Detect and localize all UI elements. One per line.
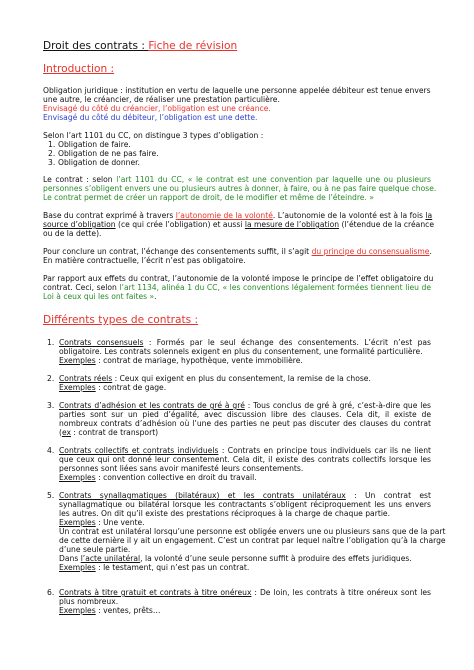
contrats-collectifs: Contrats collectifs et contrats individuels xyxy=(59,446,219,455)
item-6-example-label: Exemples xyxy=(59,606,96,615)
introduction-heading: Introduction : xyxy=(43,63,115,75)
contrat-line-2: personnes s’obligent envers une ou plusieurs autres à donner, à faire, ou à ne pas faire quelque chose. xyxy=(43,184,437,193)
acte-unilateral: l’acte unilatéral xyxy=(80,554,141,563)
item-5-example-label: Exemples xyxy=(59,518,96,527)
item-4-example xyxy=(59,473,257,482)
title-main: Droit des contrats : xyxy=(43,40,149,52)
document-title xyxy=(43,40,237,53)
base-line-3: ou de la dette). xyxy=(43,229,102,238)
item-3-paren: ( xyxy=(59,428,62,437)
item-5-example-text: : Une vente. xyxy=(95,518,145,527)
types-intro-line: Selon l’art 1101 du CC, on distingue 3 types d’obligation : xyxy=(43,131,264,140)
item-3-example-text: : contrat de transport) xyxy=(71,428,159,437)
contrats-adhesion: Contrats d’adhésion et les contrats de gré à gré xyxy=(59,401,245,410)
contrat-line-1 xyxy=(43,175,431,184)
item-5-line-3: les autres. On dit qu’il existe des prestations réciproques à la charge de chaque partie. xyxy=(59,509,391,518)
item-2-rest: : Ceux qui exigent en plus du consentement, la remise de la chose. xyxy=(112,374,371,383)
item-5-line-7: d’une seule partie. xyxy=(59,545,131,554)
item-6-line-1 xyxy=(59,588,431,597)
base-text-c: . L’autonomie de la volonté est à la fois xyxy=(272,211,426,220)
rapport-text-f: . xyxy=(154,292,157,301)
item-5-line-5: Un contrat est unilatéral lorsqu’une personne est obligée envers une ou plusieurs sans que de la part xyxy=(59,527,446,536)
item-4-rest: : Contrats en principe tous individuels car ils ne lient xyxy=(218,446,431,455)
item-2-example-text: : contrat de gage. xyxy=(95,383,167,392)
item-1-example xyxy=(59,356,303,365)
article-1134: l’art 1134, alinéa 1 du CC xyxy=(119,283,218,292)
item-5-line-2: synallagmatique ou bilatéral lorsque les contractants s’obligent réciproquement les uns envers xyxy=(59,500,431,509)
item-4-num: 4. xyxy=(47,446,55,455)
item-5-acte-rest: , la volonté d’une seule personne suffit à produire des effets juridiques. xyxy=(140,554,412,563)
item-5-num: 5. xyxy=(47,491,55,500)
definition-line-2: une autre, le créancier, de réaliser une prestation particulière. xyxy=(43,95,280,104)
item-3-example-label: ex xyxy=(61,428,72,437)
item-1-line-2: obligatoire. Les contrats solennels exigent en plus du consentement, une formalité particulière. xyxy=(59,347,423,356)
title-sub: Fiche de révision xyxy=(148,40,238,52)
item-1-example-label: Exemples xyxy=(59,356,96,365)
item-5-rest: : Un contrat est xyxy=(345,491,431,500)
obligation-num-3: 3. xyxy=(48,158,56,167)
contrats-gratuit-onereux: Contrats à titre gratuit et contrats à titre onéreux xyxy=(59,588,252,597)
item-6-num: 6. xyxy=(47,588,55,597)
obligation-num-1: 1. xyxy=(48,140,56,149)
item-3-num: 3. xyxy=(47,401,55,410)
concl-text-c: . xyxy=(429,247,432,256)
contrats-synallagmatiques: Contrats synallagmatiques (bilatéraux) et les contrats unilatéraux xyxy=(59,491,346,500)
base-text-h: (l’étendue de la créance xyxy=(339,220,434,229)
contrat-label: Le contrat : selon xyxy=(43,175,117,184)
contrat-line-3: Le contrat permet de créer un rapport de droit, de le modifier et même de l’éteindre. » xyxy=(43,193,374,202)
conclure-line-2: En matière contractuelle, l’écrit n’est pas obligatoire. xyxy=(43,256,246,265)
item-2-num: 2. xyxy=(47,374,55,383)
conclure-line-1 xyxy=(43,247,432,256)
item-3-line-2: parties sont sur un pied d’égalité, avec discussion libre des clauses. Cela dit, il existe de xyxy=(59,410,431,419)
base-text-a: Base du contrat exprimé à travers xyxy=(43,211,176,220)
item-6-example xyxy=(59,606,160,615)
item-5-example-2 xyxy=(59,563,249,572)
debiteur-line: Envisagé du côté du débiteur, l’obligation est une dette. xyxy=(43,113,258,122)
item-1-num: 1. xyxy=(47,338,55,347)
contrat-citation-1: l’art 1101 du CC, « le contrat est une convention par laquelle une ou plusieurs xyxy=(116,175,431,184)
item-5-line-1 xyxy=(59,491,431,500)
creancier-line: Envisagé du côté du créancier, l’obligation est une créance. xyxy=(43,104,271,113)
item-3-line-3: nombreux contrats d’adhésion où l’une des parties ne peut pas discuter des clauses du contrat xyxy=(59,419,431,428)
item-5-line-6: de cette dernière il y ait un engagement. C’est un contrat par lequel naître l’obligation qu’à la charge xyxy=(59,536,446,545)
item-4-line-2: que ceux qui ont donné leur consentement. Cela dit, il existe des contrats collectifs lorsque les xyxy=(59,455,431,464)
item-2-line-1 xyxy=(59,374,371,383)
item-5-line-8 xyxy=(59,554,412,563)
item-1-line-1 xyxy=(59,338,431,347)
item-1-example-text: : contrat de mariage, hypothèque, vente immobilière. xyxy=(95,356,303,365)
base-line-2 xyxy=(43,220,434,229)
base-line-1 xyxy=(43,211,431,220)
obligation-num-2: 2. xyxy=(48,149,56,158)
base-text-d: la xyxy=(425,211,433,220)
obligation-type-1: Obligation de faire. xyxy=(58,140,131,149)
item-5-dans: Dans xyxy=(59,554,81,563)
rapport-line-1: Par rapport aux effets du contrat, l’autonomie de la volonté impose le principe de l’effet obligatoire du xyxy=(43,274,434,283)
base-text-f: (ce qui crée l’obligation) et aussi xyxy=(115,220,245,229)
types-heading: Différents types de contrats : xyxy=(43,314,199,326)
item-4-example-label: Exemples xyxy=(59,473,96,482)
contrats-reels: Contrats réels xyxy=(59,374,113,383)
item-5-example xyxy=(59,518,145,527)
item-5-example-2-text: : le testament, qui n’est pas un contrat. xyxy=(95,563,250,572)
consensualisme: du principe du consensualisme xyxy=(311,247,430,256)
rapport-text-e: Loi à ceux qui les ont faites » xyxy=(43,292,155,301)
item-4-example-text: : convention collective en droit du travail. xyxy=(95,473,257,482)
item-4-line-3: personnes sont liées sans avoir manifesté leurs consentements. xyxy=(59,464,304,473)
obligation-type-3: Obligation de donner. xyxy=(58,158,140,167)
item-2-example-label: Exemples xyxy=(59,383,96,392)
obligation-type-2: Obligation de ne pas faire. xyxy=(58,149,159,158)
item-2-example xyxy=(59,383,166,392)
source-obligation: source d’obligation xyxy=(43,220,116,229)
item-3-rest: : Tous conclus de gré à gré, c’est-à-dire que les xyxy=(244,401,431,410)
rapport-line-2 xyxy=(43,283,431,292)
rapport-text-d: , « les conventions légalement formées tiennent lieu de xyxy=(217,283,432,292)
definition-line-1: Obligation juridique : institution en vertu de laquelle une personne appelée débiteur est tenue envers xyxy=(43,86,431,95)
concl-text-a: Pour conclure un contrat, l’échange des consentements suffit, il s’agit xyxy=(43,247,312,256)
rapport-line-3 xyxy=(43,292,157,301)
item-3-line-4 xyxy=(59,428,158,437)
item-6-example-text: : ventes, prêts… xyxy=(95,606,161,615)
item-3-line-1 xyxy=(59,401,431,410)
item-6-rest: : De loin, les contrats à titre onéreux sont les xyxy=(251,588,431,597)
autonomie-volonte: l’autonomie de la volonté xyxy=(175,211,273,220)
mesure-obligation: la mesure de l’obligation xyxy=(244,220,340,229)
rapport-text-b: contrat. Ceci, selon xyxy=(43,283,120,292)
item-1-rest: : Formés par le seul échange des consentements. L’écrit n’est pas xyxy=(143,338,432,347)
item-4-line-1 xyxy=(59,446,431,455)
item-6-line-2: plus nombreux. xyxy=(59,597,119,606)
item-5-example-2-label: Exemples xyxy=(59,563,96,572)
contrats-consensuels: Contrats consensuels xyxy=(59,338,144,347)
